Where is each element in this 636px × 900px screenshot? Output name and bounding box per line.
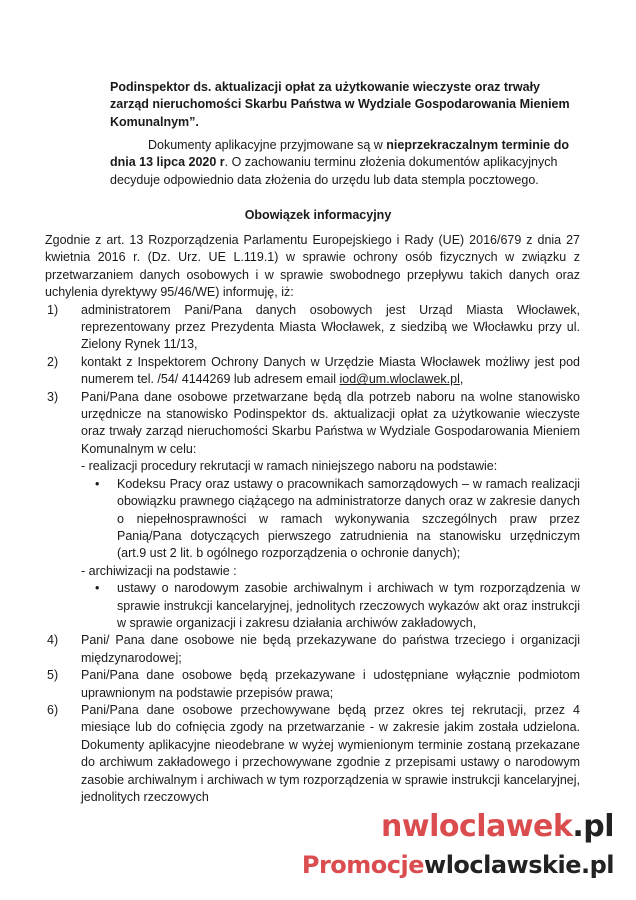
list-item-2 (45, 354, 580, 389)
bullet-archives-act (81, 580, 580, 632)
list-item-text: Pani/Pana dane osobowe przechowywane będą przez okres tej rekrutacji, przez 4 miesiące lub do cofnięcia zgody na przetwarzanie - w zakresie jakim została udzielona. Dokumenty aplikacyjne nieodebrane w wyżej wymienionym terminie zostaną przekazane do archiwum zakładowego i przechowywane zgodnie z przepisami ustawy o narodowym zasobie archiwalnym i archiwach w tym rozporządzenia w sprawie instrukcji kancelaryjnej, jednolitych rzeczowych (81, 702, 580, 804)
bullet-labour-code (81, 476, 580, 563)
email-link[interactable]: iod@um.wloclawek.pl (339, 372, 460, 387)
watermark-promocje (301, 851, 614, 879)
job-title-heading (110, 79, 570, 131)
list-item-4 (45, 632, 580, 667)
deadline-bold-phrase: nieprzekraczalnym terminie (386, 138, 551, 152)
deadline-paragraph (110, 137, 570, 189)
watermark-nwloclawek (381, 809, 614, 844)
sub-point-archiving: - archiwizacji na podstawie : (81, 563, 237, 578)
bullet-text: ustawy o narodowym zasobie archiwalnym i archiwach w tym rozporządzenia w sprawie instrukcji kancelaryjnej, jednolitych rzeczowych wykazów akt oraz instrukcji w sprawie organizacji i zakresu działania archiwów zakładowych, (117, 581, 580, 630)
list-item-5 (45, 667, 580, 702)
list-number: 5) (47, 668, 59, 683)
list-item-3 (45, 389, 580, 633)
list-item-1 (45, 302, 580, 354)
list-item-text: Pani/ Pana dane osobowe nie będą przekazywane do państwa trzeciego i organizacji międzynarodowej; (81, 633, 580, 665)
watermark-black-part: wloclawskie.pl (424, 851, 614, 879)
deadline-text-part2: . O zachowaniu terminu złożenia dokumentów aplikacyjnych decyduje odpowiednio data złożenia do urzędu lub data stempla pocztowego. (110, 155, 558, 187)
list-item-6 (45, 702, 580, 806)
list-item-text: kontakt z Inspektorem Ochrony Danych w Urzędzie Miasta Włocławek możliwy jest pod numerem tel. /54/ 4144269 lub adresem email (81, 354, 580, 387)
deadline-text-part1: Dokumenty aplikacyjne przyjmowane są w (148, 138, 387, 152)
list-number: 6) (47, 702, 59, 717)
job-title-text: Podinspektor ds. aktualizacji opłat za użytkowanie wieczyste oraz trwały zarząd nieruchomości Skarbu Państwa w Wydziale Gospodarowania Mieniem Komunalnym”. (110, 80, 570, 129)
bullet-icon: • (95, 476, 100, 491)
list-number: 2) (47, 354, 59, 369)
list-item-text: administratorem Pani/Pana danych osobowych jest Urząd Miasta Włocławek, reprezentowany przez Prezydenta Miasta Włocławek, z siedzibą we Włocławku przy ul. Zielony Rynek 11/13, (81, 302, 580, 352)
section-title: Obowiązek informacyjny (244, 208, 392, 222)
intro-paragraph: Zgodnie z art. 13 Rozporządzenia Parlamentu Europejskiego i Rady (UE) 2016/679 z dnia 27 kwietnia 2016 r. (Dz. Urz. UE L.119.1) w sprawie ochrony osób fizycznych w związku z przetwarzaniem danych osobowych i w sprawie swobodnego przepływu takich danych oraz uchylenia dyrektywy 95/46/WE) informuję, iż: (45, 233, 580, 300)
watermark-red-part: Promocje (301, 851, 425, 879)
bullet-icon: • (95, 581, 100, 596)
list-item-text: Pani/Pana dane osobowe przetwarzane będą dla potrzeb naboru na wolne stanowisko urzędnicze na stanowisko Podinspektor ds. aktualizacji opłat za użytkowanie wieczyste oraz trwały zarząd nieruchomości Skarbu Państwa w Wydziale Gospodarowania Mieniem Komunalnym w celu: (81, 389, 580, 456)
watermark-black-part: .pl (572, 809, 614, 844)
sub-point-recruitment: - realizacji procedury rekrutacji w ramach niniejszego naboru na podstawie: (81, 459, 498, 474)
list-number: 3) (47, 389, 59, 404)
bullet-text: Kodeksu Pracy oraz ustawy o pracownikach samorządowych – w ramach realizacji obowiązku prawnego ciążącego na administratorze danych oraz w zakresie danych o niepełnosprawności w ramach wykonywania szczególnych praw przez Panią/Pana dotyczących pierwszego zatrudnienia na stanowisku urzędniczym (art.9 ust 2 lit. b ogólnego rozporządzenia o ochronie danych); (117, 476, 580, 561)
list-number: 1) (47, 302, 59, 317)
list-number: 4) (47, 633, 59, 648)
watermark-red-part: nwloclawek (381, 809, 573, 844)
list-item-text: Pani/Pana dane osobowe będą przekazywane i udostępniane wyłącznie podmiotom uprawnionym na podstawie przepisów prawa; (81, 668, 580, 700)
information-clause (45, 232, 580, 806)
list-item-punctuation: , (459, 372, 464, 387)
deadline-date: do dnia 13 lipca 2020 r (110, 138, 570, 170)
